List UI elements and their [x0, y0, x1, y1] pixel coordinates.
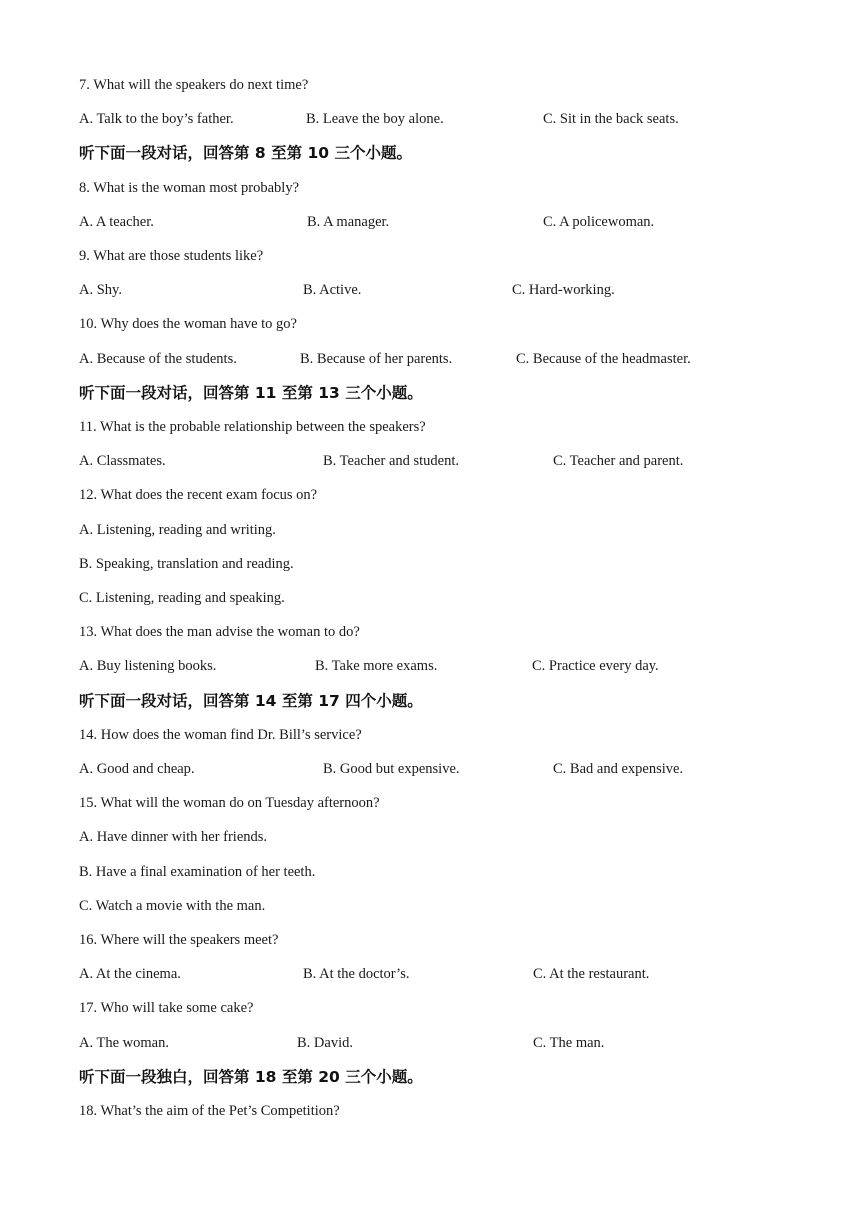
question-line: A. Listening, reading and writing. [79, 522, 276, 538]
answer-option: A. The woman. [79, 1035, 169, 1051]
question-line: 16. Where will the speakers meet? [79, 932, 279, 948]
answer-option: A. Classmates. [79, 453, 166, 469]
answer-options-row [0, 760, 868, 778]
answer-option: C. A policewoman. [543, 214, 655, 230]
answer-option: C. Teacher and parent. [553, 453, 684, 469]
answer-option: C. At the restaurant. [533, 966, 650, 982]
answer-option: C. Bad and expensive. [553, 761, 684, 777]
question-line: 10. Why does the woman have to go? [79, 316, 297, 332]
section-heading: 听下面一段独白，回答第 18 至第 20 三个小题。 [79, 1068, 423, 1086]
answer-option: C. Practice every day. [532, 658, 659, 674]
answer-option: B. Because of her parents. [300, 351, 453, 367]
answer-option: C. Sit in the back seats. [543, 111, 679, 127]
answer-option: A. Buy listening books. [79, 658, 217, 674]
question-line: 11. What is the probable relationship between the speakers? [79, 419, 426, 435]
answer-options-row [0, 350, 868, 368]
question-line: 17. Who will take some cake? [79, 1000, 254, 1016]
answer-options-row [0, 657, 868, 675]
answer-option: A. A teacher. [79, 214, 154, 230]
answer-option: A. Because of the students. [79, 351, 237, 367]
answer-options-row [0, 1034, 868, 1052]
answer-option: C. The man. [533, 1035, 605, 1051]
answer-option: B. Teacher and student. [323, 453, 460, 469]
answer-option: B. Take more exams. [315, 658, 438, 674]
section-heading: 听下面一段对话，回答第 8 至第 10 三个小题。 [79, 144, 412, 162]
answer-option: B. At the doctor’s. [303, 966, 410, 982]
question-line: C. Listening, reading and speaking. [79, 590, 285, 606]
question-line: A. Have dinner with her friends. [79, 829, 268, 845]
answer-option: C. Hard-working. [512, 282, 615, 298]
answer-option: B. Active. [303, 282, 362, 298]
question-line: 8. What is the woman most probably? [79, 180, 300, 196]
answer-option: A. Good and cheap. [79, 761, 195, 777]
question-line: 13. What does the man advise the woman to do? [79, 624, 360, 640]
answer-options-row [0, 213, 868, 231]
question-line: B. Have a final examination of her teeth. [79, 864, 316, 880]
answer-options-row [0, 110, 868, 128]
question-line: B. Speaking, translation and reading. [79, 556, 294, 572]
question-line: 18. What’s the aim of the Pet’s Competition? [79, 1103, 340, 1119]
question-line: 12. What does the recent exam focus on? [79, 487, 318, 503]
answer-option: A. Talk to the boy’s father. [79, 111, 234, 127]
question-line: 9. What are those students like? [79, 248, 264, 264]
answer-option: B. Good but expensive. [323, 761, 460, 777]
answer-option: B. A manager. [307, 214, 390, 230]
answer-options-row [0, 452, 868, 470]
question-line: 14. How does the woman find Dr. Bill’s service? [79, 727, 362, 743]
answer-options-row [0, 965, 868, 983]
answer-option: B. Leave the boy alone. [306, 111, 444, 127]
section-heading: 听下面一段对话，回答第 14 至第 17 四个小题。 [79, 692, 423, 710]
answer-option: B. David. [297, 1035, 353, 1051]
answer-option: C. Because of the headmaster. [516, 351, 691, 367]
answer-options-row [0, 281, 868, 299]
section-heading: 听下面一段对话，回答第 11 至第 13 三个小题。 [79, 384, 423, 402]
question-line: 7. What will the speakers do next time? [79, 77, 309, 93]
answer-option: A. Shy. [79, 282, 122, 298]
question-line: C. Watch a movie with the man. [79, 898, 266, 914]
answer-option: A. At the cinema. [79, 966, 181, 982]
question-line: 15. What will the woman do on Tuesday afternoon? [79, 795, 380, 811]
